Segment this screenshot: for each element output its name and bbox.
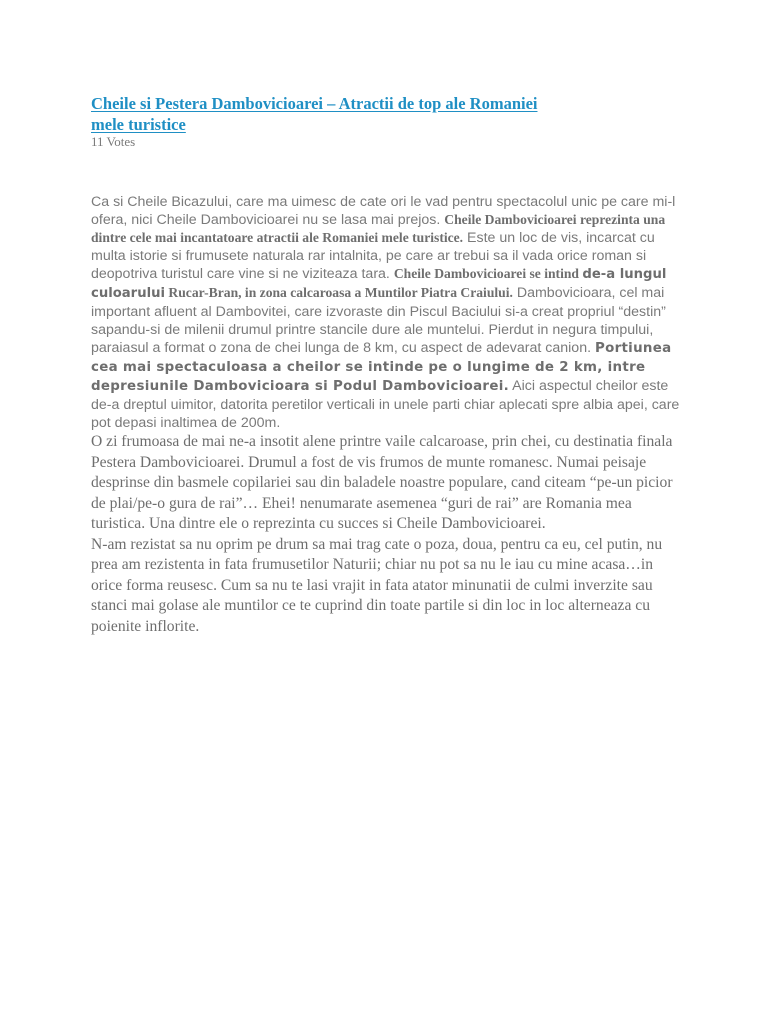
paragraph-trip: O zi frumoasa de mai ne-a insotit alene printre vaile calcaroase, prin chei, cu destinatia finala Pestera Dambovicioarei. Drumul a fost de vis frumos de munte romanesc. Numai peisaje desprinse din basmele copilariei sau din baladele noastre populare, cand citeam “pe-un picior de plai/pe-o gura de rai”… Ehei! nenumarate asemenea “guri de rai” are Romania mea turistica. Una dintre ele o reprezinta cu succes si Cheile Dambovicioarei. [91,433,673,532]
intro-bold-5: Portiunea cea mai spectaculoasa a cheilor se intinde pe o lungime de 2 km, intre depresiunile Dambovicioara si Podul Dambovicioarei. [91,341,672,394]
votes-count: 11 Votes [91,134,136,149]
paragraph-intro [91,193,681,432]
intro-bold-3: de-a lungul culoarului [91,267,667,301]
intro-bold-2: Cheile Dambovicioarei se intind [393,266,583,281]
intro-bold-1: Cheile Dambovicioarei reprezinta una dintre cele mai incantatoare atractii ale Romaniei mele turistice. [91,212,666,245]
article [91,93,681,637]
intro-text-3: Dambovicioara, cel mai important afluent al Dambovitei, care izvoraste din Piscul Baciului si-a creat propriul “destin” sapandu-si de milenii drumul printre stancile dure ale muntelui. Pierdut in negura timpului, paraiasul a format o zona de chei lunga de 8 km, cu aspect de adevarat canion. [91,285,666,356]
article-title [91,93,681,135]
intro-bold-4: Rucar-Bran, in zona calcaroasa a Muntilor Piatra Craiului. [165,285,513,300]
intro-text-1: Ca si Cheile Bicazului, care ma uimesc de cate ori le vad pentru spectacolul unic pe care mi-l ofera, nici Cheile Dambovicioarei nu se lasa mai prejos. [91,194,676,228]
article-title-link[interactable] [91,94,537,134]
article-title-line-2[interactable]: mele turistice [91,115,186,134]
intro-text-2: Este un loc de vis, incarcat cu multa istorie si frumusete naturala rar intalnita, pe care ar trebui sa il vada orice roman si deopotriva turistul care vine si ne viziteaza tara. [91,230,655,282]
article-title-line-1[interactable]: Cheile si Pestera Dambovicioarei – Atractii de top ale Romaniei [91,94,538,113]
paragraph-photos: N-am rezistat sa nu oprim pe drum sa mai trag cate o poza, doua, pentru ca eu, cel putin, nu prea am rezistenta in fata frumusetilor Naturii; chiar nu pot sa nu le iau cu mine acasa…in orice forma reusesc. Cum sa nu te lasi vrajit in fata atator minunatii de culmi inverzite sau stanci mai golase ale muntilor ce te cuprind din toate partile si din loc in loc alterneaza cu poienite inflorite. [91,535,663,635]
intro-text-4: Aici aspectul cheilor este de-a dreptul uimitor, datorita peretilor verticali in unele parti chiar aplecati spre albia apei, care pot depasi inaltimea de 200m. [91,378,680,431]
